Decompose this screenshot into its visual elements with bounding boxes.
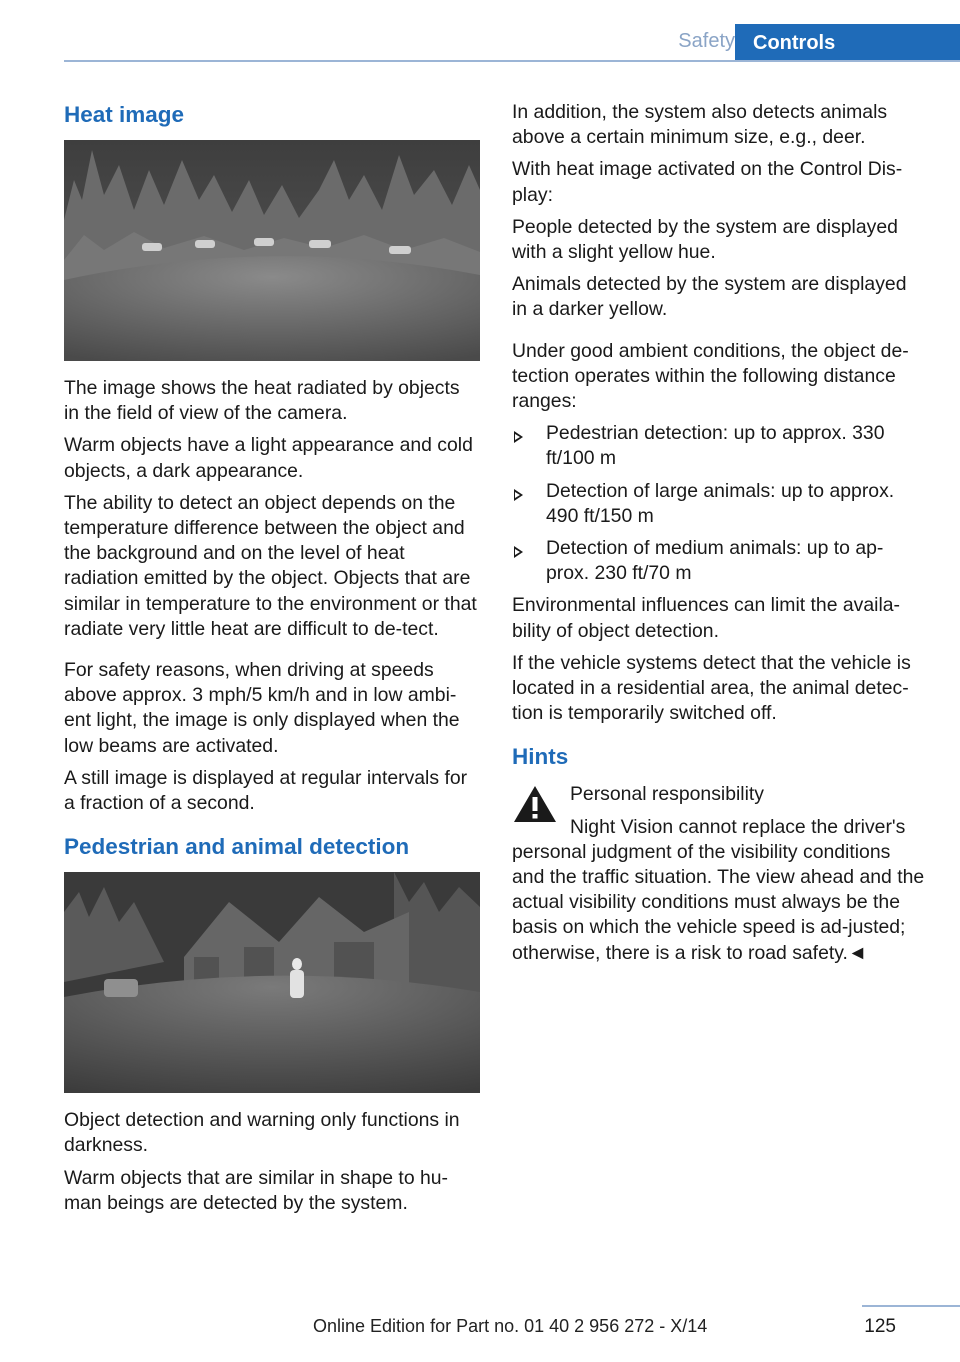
list-item: Detection of medium animals: up to ap-prox. 230 ft/70 m (512, 536, 926, 586)
paragraph: The ability to detect an object depends on the temperature difference between the object and the background and on the level of heat radiation emitted by the object. Objects that are similar in temperature to the environment or that radiate very little heat are difficult to de-tect. (64, 491, 477, 640)
left-column (64, 100, 480, 1223)
paragraph: Object detection and warning only functions in darkness. (64, 1109, 460, 1157)
paragraph: With heat image activated on the Control Dis-play: (512, 158, 903, 206)
paragraph: For safety reasons, when driving at speeds above approx. 3 mph/5 km/h and in low ambi-ent light, the image is only displayed when the low beams are activated. (64, 659, 460, 757)
paragraph: Under good ambient conditions, the object de-tection operates within the following distance ranges: (512, 339, 909, 413)
section-tab-controls: Controls (735, 24, 960, 62)
page-number: 125 (864, 1316, 896, 1337)
paragraph: In addition, the system also detects animals above a certain minimum size, e.g., deer. (512, 101, 888, 149)
paragraph: Animals detected by the system are displayed in a darker yellow. (512, 273, 907, 321)
header-rule (64, 60, 960, 62)
right-column (512, 100, 926, 973)
paragraph: Warm objects that are similar in shape to hu-man beings are detected by the system. (64, 1166, 449, 1214)
heading-pedestrian-animal-detection: Pedestrian and animal detection (64, 834, 410, 860)
heading-heat-image: Heat image (64, 102, 185, 127)
paragraph: If the vehicle systems detect that the vehicle is located in a residential area, the animal detec-tion is temporarily switched off. (512, 651, 911, 725)
paragraph: Warm objects have a light appearance and cold objects, a dark appearance. (64, 434, 473, 482)
warning-text: Night Vision cannot replace the driver's personal judgment of the visibility conditions and the traffic situation. The view ahead and the actual visibility conditions must always be the basis on which the vehicle speed is ad-justed; otherwise, there is a risk to road safety.◄ (512, 815, 925, 964)
warning-title: Personal responsibility (570, 783, 765, 806)
heading-hints: Hints (512, 744, 569, 770)
paragraph: A still image is displayed at regular intervals for a fraction of a second. (64, 766, 468, 815)
heat-image-figure (64, 140, 480, 361)
pedestrian-detection-figure (64, 872, 480, 1093)
paragraph: Environmental influences can limit the availa-bility of object detection. (512, 594, 901, 642)
footer-edition-text: Online Edition for Part no. 01 40 2 956 272 - X/14 (313, 1316, 708, 1336)
paragraph: People detected by the system are displayed with a slight yellow hue. (512, 215, 898, 264)
warning-triangle-icon (512, 784, 558, 824)
warning-note (512, 782, 926, 965)
list-item: Detection of large animals: up to approx. 490 ft/150 m (512, 479, 926, 529)
page-header (64, 24, 960, 62)
paragraph: The image shows the heat radiated by objects in the field of view of the camera. (64, 377, 460, 425)
list-item: Pedestrian detection: up to approx. 330 ft/100 m (512, 421, 926, 471)
footer-rule (862, 1305, 960, 1307)
section-tab-safety: Safety (678, 30, 735, 52)
distance-range-list (512, 421, 926, 586)
